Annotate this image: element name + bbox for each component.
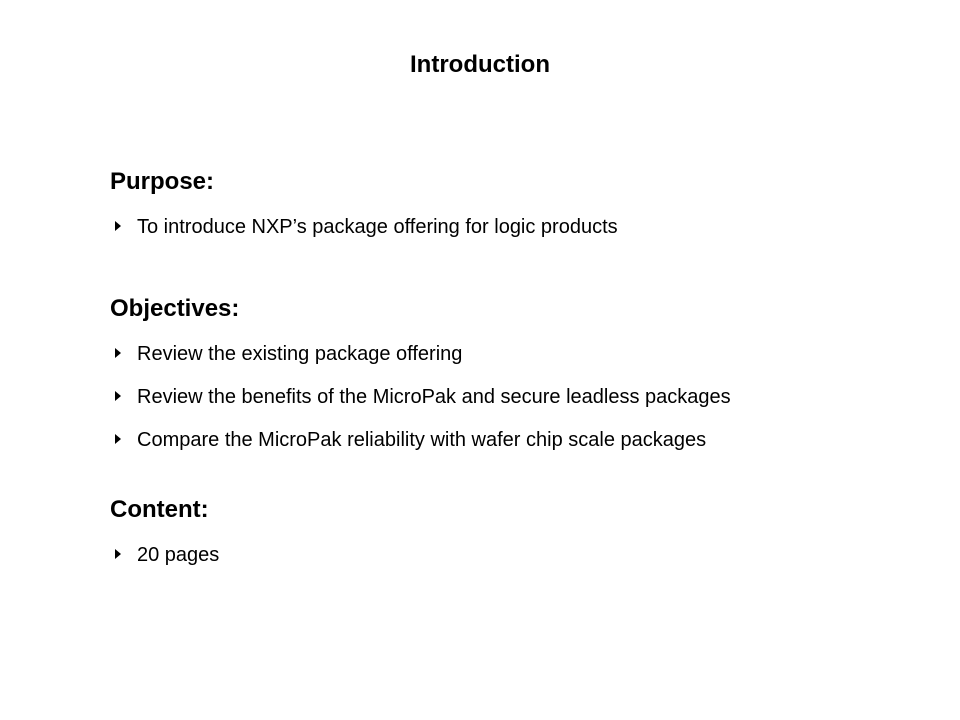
bullet-item-objectives-3 [110, 426, 706, 454]
bullet-item-content-1 [110, 541, 219, 569]
triangle-right-icon [112, 383, 132, 411]
bullet-item-objectives-2 [110, 383, 731, 411]
bullet-text: To introduce NXP’s package offering for logic products [137, 216, 618, 238]
bullet-text: 20 pages [137, 544, 220, 566]
slide-title: Introduction [410, 51, 550, 78]
section-heading-content: Content: [110, 496, 209, 523]
bullet-item-purpose-1 [110, 213, 618, 241]
bullet-text: Review the benefits of the MicroPak and secure leadless packages [137, 386, 731, 408]
bullet-text: Compare the MicroPak reliability with wafer chip scale packages [137, 429, 707, 451]
triangle-right-icon [112, 213, 132, 241]
bullet-text: Review the existing package offering [137, 343, 463, 365]
triangle-right-icon [112, 426, 132, 454]
triangle-right-icon [112, 541, 132, 569]
section-heading-objectives: Objectives: [110, 295, 240, 322]
triangle-right-icon [112, 340, 132, 368]
section-heading-purpose: Purpose: [110, 168, 215, 195]
bullet-item-objectives-1 [110, 340, 462, 368]
